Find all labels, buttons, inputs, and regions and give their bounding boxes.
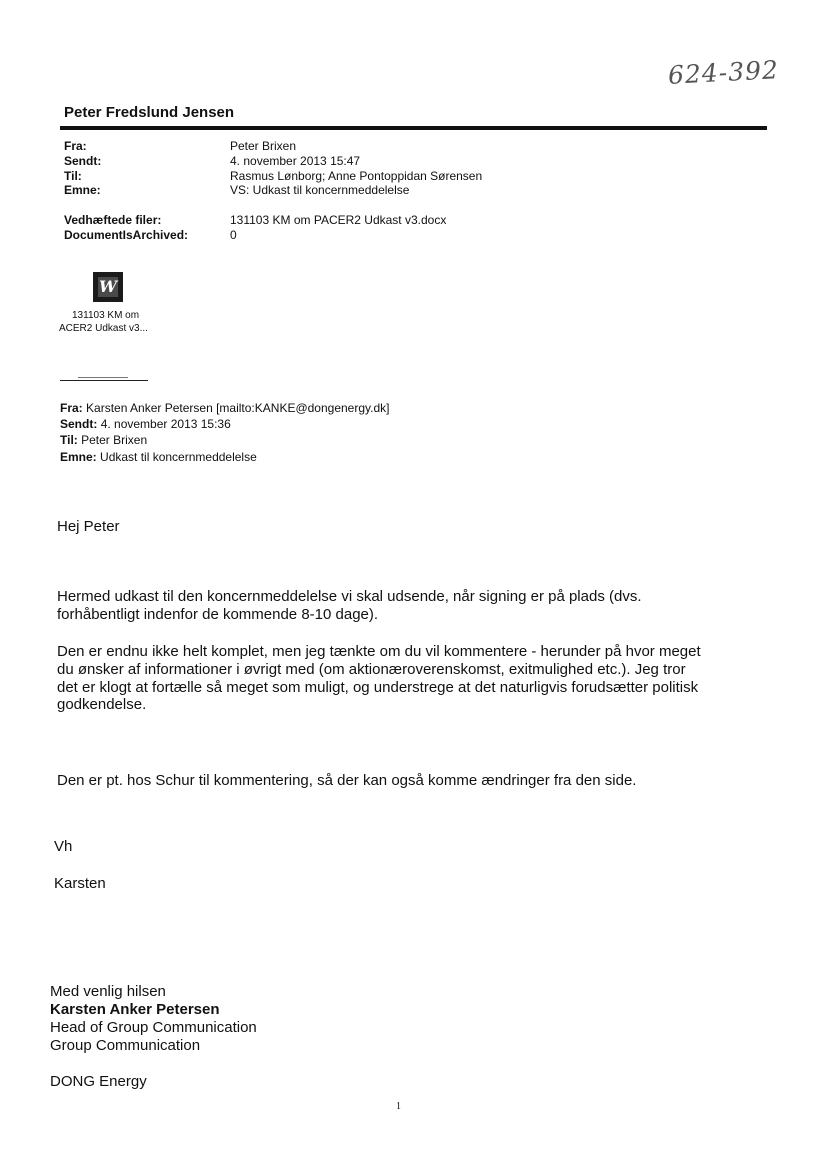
paragraph-2-line-1: Den er endnu ikke helt komplet, men jeg tænkte om du vil kommentere - herunder på hvor meget — [57, 643, 701, 660]
paragraph-2-line-4: godkendelse. — [57, 696, 147, 713]
word-document-icon[interactable] — [93, 272, 123, 302]
signature-greeting: Med venlig hilsen — [50, 983, 166, 1000]
greeting: Hej Peter — [57, 518, 120, 535]
archived-label: DocumentIsArchived: — [64, 228, 189, 242]
sent-label: Sendt: — [64, 154, 102, 168]
from-value: Peter Brixen — [230, 139, 297, 153]
attachments-value: 131103 KM om PACER2 Udkast v3.docx — [230, 213, 447, 227]
signature-department: Group Communication — [50, 1037, 201, 1054]
signature-company: DONG Energy — [50, 1073, 147, 1090]
separator-line — [60, 380, 148, 381]
to-label: Til: — [64, 169, 82, 183]
forwarded-from: Fra: Karsten Anker Petersen [mailto:KANKE@dongenergy.dk] — [60, 401, 390, 415]
archived-value: 0 — [230, 228, 237, 242]
paragraph-1-line-2: forhåbentligt indenfor de kommende 8-10 dage). — [57, 606, 379, 623]
handwritten-reference-number: 624-392 — [667, 55, 780, 90]
separator-line-upper — [78, 377, 128, 378]
paragraph-2-line-3: det er klogt at fortælle så meget som muligt, og understrege at det naturligvis forudsætter politisk — [57, 679, 699, 696]
paragraph-3: Den er pt. hos Schur til kommentering, så der kan også komme ændringer fra den side. — [57, 772, 637, 789]
forwarded-subject: Emne: Udkast til koncernmeddelelse — [60, 450, 257, 464]
signature-title: Head of Group Communication — [50, 1019, 257, 1036]
closing-vh: Vh — [54, 838, 73, 855]
header-divider — [60, 126, 767, 130]
sender-first-name: Karsten — [54, 875, 106, 892]
to-value: Rasmus Lønborg; Anne Pontoppidan Sørensen — [230, 169, 483, 183]
subject-label: Emne: — [64, 183, 101, 197]
from-label: Fra: — [64, 139, 87, 153]
paragraph-1-line-1: Hermed udkast til den koncernmeddelelse vi skal udsende, når signing er på plads (dvs. — [57, 588, 642, 605]
paragraph-2-line-2: du ønsker af informationer i øvrigt med (om aktionæroverenskomst, exitmulighed etc.). Jeg tror — [57, 661, 686, 678]
subject-value: VS: Udkast til koncernmeddelelse — [230, 183, 410, 197]
forwarded-sent: Sendt: 4. november 2013 15:36 — [60, 417, 231, 431]
signature-name: Karsten Anker Petersen — [50, 1001, 220, 1018]
forwarded-to: Til: Peter Brixen — [60, 433, 148, 447]
word-icon-letter: W — [99, 277, 117, 296]
attachment-caption-line1[interactable]: 131103 KM om — [72, 310, 140, 321]
attachment-caption-line2[interactable]: ACER2 Udkast v3... — [59, 323, 148, 334]
page-number: 1 — [396, 1101, 401, 1112]
attachments-label: Vedhæftede filer: — [64, 213, 162, 227]
sent-value: 4. november 2013 15:47 — [230, 154, 361, 168]
mailbox-owner-name: Peter Fredslund Jensen — [64, 104, 235, 121]
